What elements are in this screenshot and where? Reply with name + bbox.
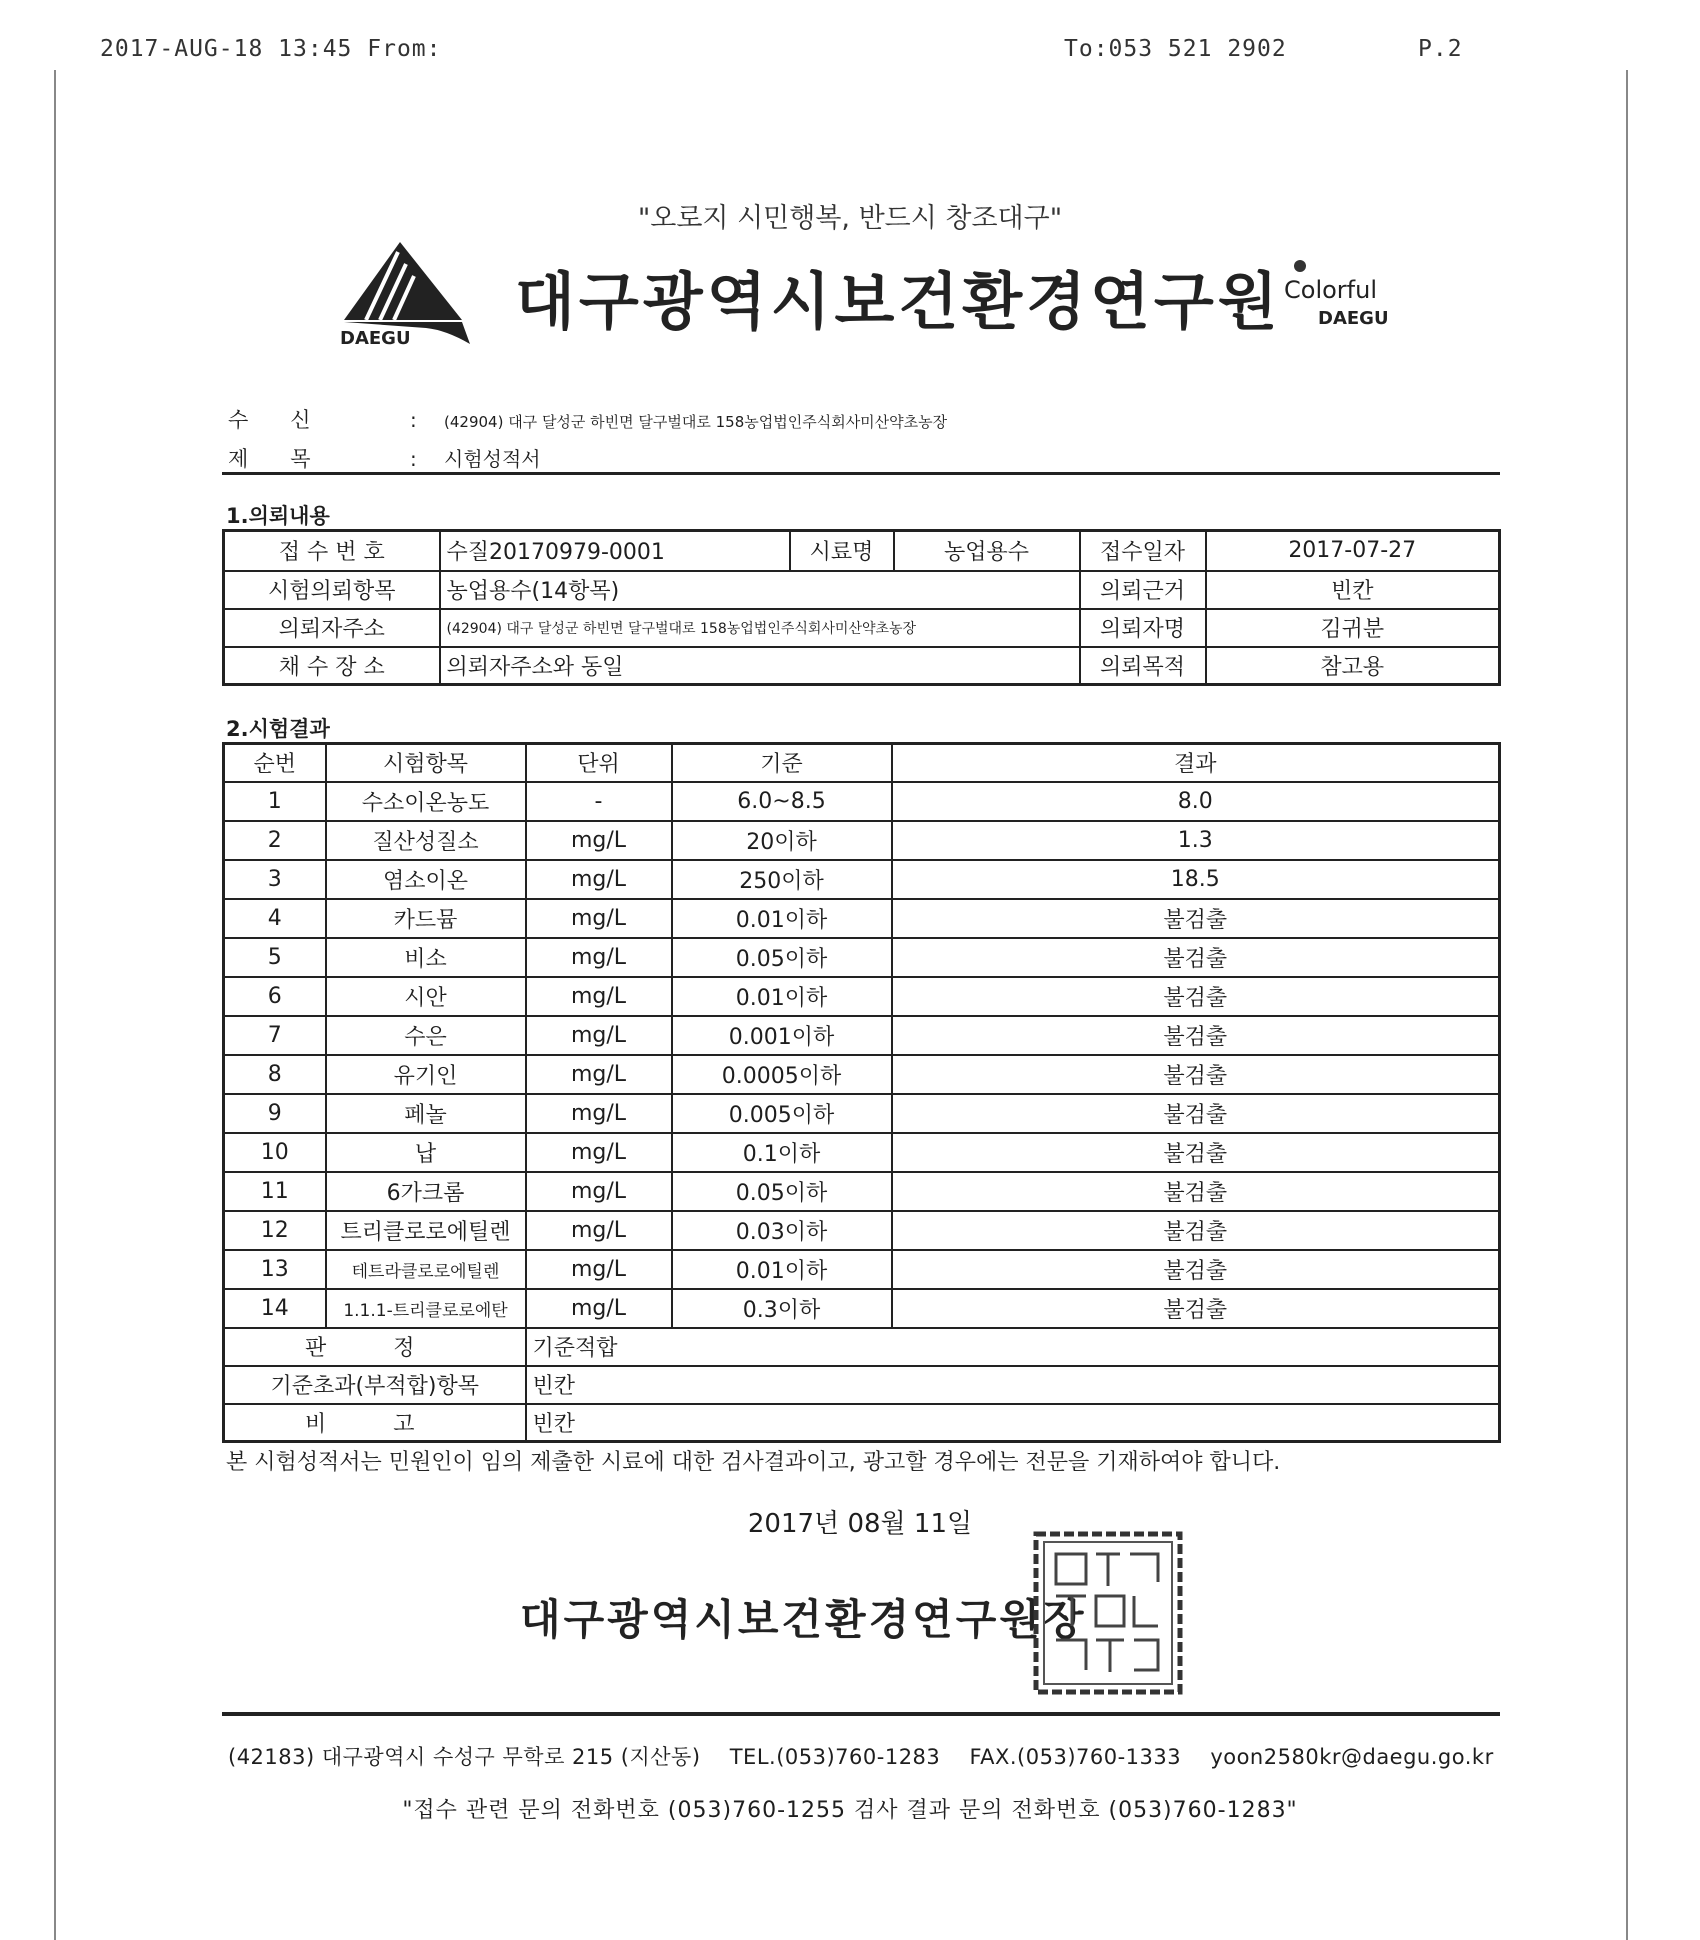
daegu-logo-text: DAEGU: [340, 328, 411, 349]
result-item: 트리클로로에틸렌: [326, 1211, 526, 1250]
receipt-no: 수질20170979-0001: [440, 531, 790, 571]
client-name: 김귀분: [1206, 609, 1500, 647]
result-value: 불검출: [892, 1211, 1500, 1250]
fax-recipient-number: To:053 521 2902: [1064, 36, 1287, 62]
remarks-label: 비 고: [224, 1404, 526, 1442]
receipt-no-label: 접 수 번 호: [224, 531, 440, 571]
result-value: 18.5: [892, 860, 1500, 899]
section2-title: 2.시험결과: [226, 717, 330, 741]
result-row: [224, 860, 1500, 899]
result-value: 불검출: [892, 1289, 1500, 1328]
exceeded-label: 기준초과(부적합)항목: [224, 1366, 526, 1404]
judgement-row: [224, 1328, 1500, 1366]
test-results-table: [222, 742, 1501, 1443]
result-value: 불검출: [892, 1133, 1500, 1172]
exceeded-row: [224, 1366, 1500, 1404]
slogan: "오로지 시민행복, 반드시 창조대구": [637, 203, 1063, 234]
request-row: [224, 571, 1500, 609]
result-unit: mg/L: [526, 1211, 672, 1250]
result-item: 유기인: [326, 1055, 526, 1094]
result-no: 2: [224, 821, 326, 860]
result-standard: 0.03이하: [672, 1211, 892, 1250]
result-value: 불검출: [892, 1016, 1500, 1055]
result-value: 1.3: [892, 821, 1500, 860]
request-info-table: [222, 529, 1501, 686]
signer-title: 대구광역시보건환경연구원장: [520, 1595, 1087, 1644]
receipt-date: 2017-07-27: [1206, 531, 1500, 571]
result-standard: 0.005이하: [672, 1094, 892, 1133]
purpose: 참고용: [1206, 647, 1500, 685]
footer-address: (42183) 대구광역시 수성구 무학로 215 (지산동): [228, 1745, 701, 1769]
result-value: 불검출: [892, 1055, 1500, 1094]
col-header-result: 결과: [892, 744, 1500, 782]
sample-name: 농업용수: [894, 531, 1080, 571]
col-header-no: 순번: [224, 744, 326, 782]
result-no: 10: [224, 1133, 326, 1172]
result-row: [224, 899, 1500, 938]
result-item: 6가크롬: [326, 1172, 526, 1211]
col-header-standard: 기준: [672, 744, 892, 782]
result-value: 불검출: [892, 1094, 1500, 1133]
result-no: 3: [224, 860, 326, 899]
result-no: 9: [224, 1094, 326, 1133]
results-header-row: [224, 744, 1500, 782]
result-standard: 0.1이하: [672, 1133, 892, 1172]
basis-label: 의뢰근거: [1080, 571, 1206, 609]
result-standard: 20이하: [672, 821, 892, 860]
sample-name-label: 시료명: [790, 531, 894, 571]
result-item: 염소이온: [326, 860, 526, 899]
request-row: [224, 531, 1500, 571]
result-no: 13: [224, 1250, 326, 1289]
result-no: 4: [224, 899, 326, 938]
remarks-value: 빈칸: [526, 1404, 1500, 1442]
remarks-row: [224, 1404, 1500, 1442]
client-address: (42904) 대구 달성군 하빈면 달구벌대로 158농업법인주식회사미산약초농장: [440, 609, 1080, 647]
sampling-place-label: 채 수 장 소: [224, 647, 440, 685]
result-row: [224, 821, 1500, 860]
result-unit: -: [526, 782, 672, 821]
result-no: 7: [224, 1016, 326, 1055]
result-item: 페놀: [326, 1094, 526, 1133]
fax-timestamp: 2017-AUG-18 13:45 From:: [100, 36, 442, 62]
result-item: 시안: [326, 977, 526, 1016]
recipient-value: (42904) 대구 달성군 하빈면 달구벌대로 158농업법인주식회사미산약초농장: [444, 413, 948, 431]
footer-divider: [222, 1712, 1500, 1716]
fax-page-number: P.2: [1418, 36, 1463, 62]
result-no: 11: [224, 1172, 326, 1211]
issue-date: 2017년 08월 11일: [747, 1509, 973, 1539]
result-standard: 0.01이하: [672, 977, 892, 1016]
result-unit: mg/L: [526, 899, 672, 938]
result-no: 12: [224, 1211, 326, 1250]
result-standard: 0.01이하: [672, 1250, 892, 1289]
result-value: 불검출: [892, 938, 1500, 977]
subject-label: 제목: [228, 447, 353, 471]
client-address-label: 의뢰자주소: [224, 609, 440, 647]
footer-email: yoon2580kr@daegu.go.kr: [1210, 1745, 1494, 1769]
scan-edge-right: [1626, 70, 1628, 1940]
result-standard: 0.05이하: [672, 938, 892, 977]
colorful-logo-text: Colorful: [1284, 276, 1377, 304]
result-unit: mg/L: [526, 1016, 672, 1055]
colorful-daegu-logo: [1284, 258, 1414, 328]
result-standard: 6.0~8.5: [672, 782, 892, 821]
basis: 빈칸: [1206, 571, 1500, 609]
result-row: [224, 977, 1500, 1016]
request-row: [224, 647, 1500, 685]
col-header-unit: 단위: [526, 744, 672, 782]
result-row: [224, 1289, 1500, 1328]
result-unit: mg/L: [526, 1133, 672, 1172]
result-value: 불검출: [892, 977, 1500, 1016]
result-item: 비소: [326, 938, 526, 977]
result-unit: mg/L: [526, 1055, 672, 1094]
result-row: [224, 1016, 1500, 1055]
judgement-label: 판 정: [224, 1328, 526, 1366]
recipient-line: 수신 : (42904) 대구 달성군 하빈면 달구벌대로 158농업법인주식회사미산약초농장: [228, 404, 1498, 434]
subject-line: 제목 : 시험성적서: [228, 443, 1498, 473]
result-standard: 250이하: [672, 860, 892, 899]
result-standard: 0.0005이하: [672, 1055, 892, 1094]
client-name-label: 의뢰자명: [1080, 609, 1206, 647]
section1-title: 1.의뢰내용: [226, 504, 330, 528]
footer-fax: FAX.(053)760-1333: [969, 1745, 1182, 1769]
result-row: [224, 1133, 1500, 1172]
result-row: [224, 1055, 1500, 1094]
result-no: 1: [224, 782, 326, 821]
result-no: 14: [224, 1289, 326, 1328]
result-item: 테트라클로로에틸렌: [326, 1250, 526, 1289]
footer-address-line: [228, 1741, 1518, 1771]
result-unit: mg/L: [526, 1250, 672, 1289]
result-no: 5: [224, 938, 326, 977]
official-seal-stamp: [1032, 1530, 1184, 1696]
subject-value: 시험성적서: [444, 447, 541, 471]
recipient-label: 수신: [228, 408, 353, 432]
test-items-label: 시험의뢰항목: [224, 571, 440, 609]
result-item: 카드뮴: [326, 899, 526, 938]
result-row: [224, 1211, 1500, 1250]
request-row: [224, 609, 1500, 647]
result-value: 불검출: [892, 899, 1500, 938]
result-unit: mg/L: [526, 860, 672, 899]
result-no: 8: [224, 1055, 326, 1094]
receipt-date-label: 접수일자: [1080, 531, 1206, 571]
daegu-logo: [336, 238, 470, 350]
result-no: 6: [224, 977, 326, 1016]
result-unit: mg/L: [526, 938, 672, 977]
result-unit: mg/L: [526, 1172, 672, 1211]
result-standard: 0.3이하: [672, 1289, 892, 1328]
result-value: 불검출: [892, 1172, 1500, 1211]
result-unit: mg/L: [526, 977, 672, 1016]
judgement-value: 기준적합: [526, 1328, 1500, 1366]
col-header-item: 시험항목: [326, 744, 526, 782]
disclaimer-notice: 본 시험성적서는 민원인이 임의 제출한 시료에 대한 검사결과이고, 광고할 경우에는 전문을 기재하여야 합니다.: [226, 1450, 1281, 1475]
result-row: [224, 1172, 1500, 1211]
result-standard: 0.01이하: [672, 899, 892, 938]
organization-title: 대구광역시보건환경연구원: [515, 265, 1282, 338]
sampling-place: 의뢰자주소와 동일: [440, 647, 1080, 685]
result-row: [224, 1094, 1500, 1133]
result-row: [224, 1250, 1500, 1289]
exceeded-value: 빈칸: [526, 1366, 1500, 1404]
footer-contact-numbers: "접수 관련 문의 전화번호 (053)760-1255 검사 결과 문의 전화번호 (053)760-1283": [402, 1798, 1298, 1823]
result-standard: 0.001이하: [672, 1016, 892, 1055]
result-standard: 0.05이하: [672, 1172, 892, 1211]
test-items: 농업용수(14항목): [440, 571, 1080, 609]
result-item: 1.1.1-트리클로로에탄: [326, 1289, 526, 1328]
result-unit: mg/L: [526, 821, 672, 860]
result-item: 질산성질소: [326, 821, 526, 860]
scan-edge-left: [54, 70, 56, 1940]
result-item: 납: [326, 1133, 526, 1172]
result-unit: mg/L: [526, 1289, 672, 1328]
purpose-label: 의뢰목적: [1080, 647, 1206, 685]
footer-tel: TEL.(053)760-1283: [729, 1745, 941, 1769]
result-item: 수은: [326, 1016, 526, 1055]
result-row: [224, 938, 1500, 977]
header-divider: [222, 472, 1500, 475]
result-value: 불검출: [892, 1250, 1500, 1289]
result-value: 8.0: [892, 782, 1500, 821]
result-item: 수소이온농도: [326, 782, 526, 821]
colorful-logo-city: DAEGU: [1318, 308, 1389, 328]
result-unit: mg/L: [526, 1094, 672, 1133]
result-row: [224, 782, 1500, 821]
